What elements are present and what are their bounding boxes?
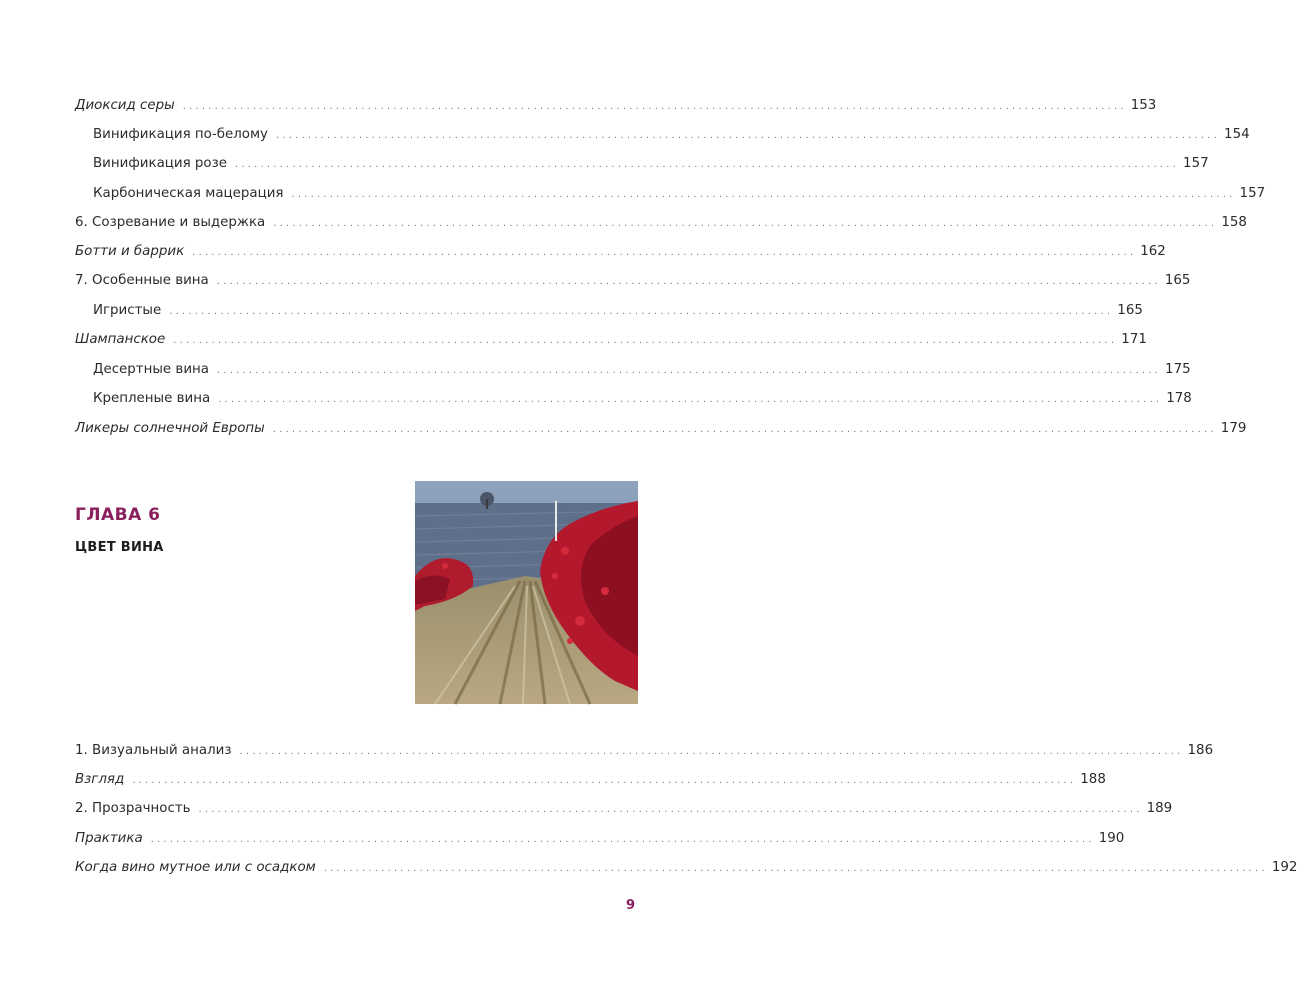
toc-entry-clarity[interactable] bbox=[75, 798, 1173, 820]
toc-entry-page: 158 bbox=[1221, 215, 1247, 230]
toc-leader-dots: .................................................................................................................................................... bbox=[192, 247, 1137, 258]
toc-leader-dots: .................................................................................................................................................... bbox=[323, 863, 1268, 874]
toc-entry-visual-analysis[interactable] bbox=[75, 740, 1214, 762]
toc-entry-sparkling[interactable] bbox=[93, 300, 1143, 322]
toc-entry-label: Винификация по-белому bbox=[93, 127, 268, 142]
toc-entry-botti-barrique[interactable] bbox=[75, 241, 1166, 263]
toc-entry-page: 188 bbox=[1080, 772, 1106, 787]
toc-entry-label: 6. Созревание и выдержка bbox=[75, 215, 266, 230]
toc-entry-label: Игристые bbox=[93, 303, 162, 318]
toc-leader-dots: .................................................................................................................................................... bbox=[169, 306, 1114, 317]
page-number: 9 bbox=[626, 898, 636, 913]
toc-leader-dots: .................................................................................................................................................... bbox=[239, 746, 1184, 757]
toc-leader-dots: .................................................................................................................................................... bbox=[132, 775, 1077, 786]
toc-entry-label: Карбоническая мацерация bbox=[93, 186, 284, 201]
toc-entry-page: 162 bbox=[1140, 244, 1166, 259]
toc-entry-white-vinification[interactable] bbox=[93, 124, 1250, 146]
toc-entry-page: 178 bbox=[1166, 391, 1192, 406]
toc-entry-page: 175 bbox=[1165, 362, 1191, 377]
toc-entry-label: 1. Визуальный анализ bbox=[75, 743, 232, 758]
toc-entry-page: 157 bbox=[1183, 156, 1209, 171]
toc-entry-page: 192 bbox=[1271, 860, 1297, 875]
chapter-title: ЦВЕТ ВИНА bbox=[75, 540, 164, 555]
toc-entry-label: Шампанское bbox=[75, 332, 166, 347]
toc-entry-label: Десертные вина bbox=[93, 362, 209, 377]
toc-leader-dots: .................................................................................................................................................... bbox=[218, 394, 1163, 405]
toc-entry-page: 179 bbox=[1220, 421, 1247, 436]
toc-entry-label: Винификация розе bbox=[93, 156, 227, 171]
chapter-number: ГЛАВА 6 bbox=[75, 505, 161, 525]
toc-leader-dots: .................................................................................................................................................... bbox=[173, 335, 1118, 346]
toc-entry-label: 2. Прозрачность bbox=[75, 801, 191, 816]
toc-entry-label: Когда вино мутное или с осадком bbox=[75, 860, 316, 875]
toc-entry-page: 157 bbox=[1239, 186, 1266, 201]
toc-entry-practice[interactable] bbox=[75, 828, 1125, 850]
toc-leader-dots: .................................................................................................................................................... bbox=[275, 130, 1221, 141]
toc-entry-champagne[interactable] bbox=[75, 329, 1147, 351]
vineyard-photo bbox=[415, 481, 638, 704]
toc-entry-page: 165 bbox=[1117, 303, 1143, 318]
toc-entry-label: Практика bbox=[75, 831, 143, 846]
toc-entry-label: Диоксид серы bbox=[75, 98, 175, 113]
toc-entry-sunny-europe-liqueurs[interactable] bbox=[75, 418, 1247, 440]
toc-entry-aging[interactable] bbox=[75, 212, 1247, 234]
toc-leader-dots: .................................................................................................................................................... bbox=[182, 101, 1127, 112]
toc-leader-dots: .................................................................................................................................................... bbox=[291, 189, 1236, 200]
toc-entry-page: 189 bbox=[1146, 801, 1173, 816]
toc-entry-page: 153 bbox=[1130, 98, 1157, 113]
toc-leader-dots: .................................................................................................................................................... bbox=[272, 424, 1217, 435]
toc-entry-page: 165 bbox=[1164, 273, 1191, 288]
toc-entry-cloudy-wine[interactable] bbox=[75, 857, 1297, 879]
toc-entry-special-wines[interactable] bbox=[75, 270, 1191, 292]
toc-entry-dessert-wines[interactable] bbox=[93, 359, 1191, 381]
toc-entry-label: Ботти и баррик bbox=[75, 244, 185, 259]
toc-leader-dots: .................................................................................................................................................... bbox=[273, 218, 1218, 229]
toc-entry-label: Крепленые вина bbox=[93, 391, 211, 406]
toc-entry-label: 7. Особенные вина bbox=[75, 273, 209, 288]
toc-entry-label: Взгляд bbox=[75, 772, 125, 787]
toc-entry-glance[interactable] bbox=[75, 769, 1106, 791]
toc-entry-label: Ликеры солнечной Европы bbox=[75, 421, 265, 436]
toc-entry-rose-vinification[interactable] bbox=[93, 153, 1209, 175]
toc-leader-dots: .................................................................................................................................................... bbox=[216, 276, 1161, 287]
toc-entry-page: 154 bbox=[1224, 127, 1250, 142]
toc-entry-page: 171 bbox=[1121, 332, 1147, 347]
toc-leader-dots: .................................................................................................................................................... bbox=[216, 365, 1162, 376]
toc-leader-dots: .................................................................................................................................................... bbox=[150, 834, 1095, 845]
toc-leader-dots: .................................................................................................................................................... bbox=[198, 804, 1143, 815]
toc-leader-dots: .................................................................................................................................................... bbox=[234, 159, 1180, 170]
toc-entry-page: 186 bbox=[1187, 743, 1214, 758]
toc-entry-carbonic-maceration[interactable] bbox=[93, 183, 1266, 205]
toc-entry-sulfur-dioxide[interactable] bbox=[75, 95, 1157, 117]
toc-entry-page: 190 bbox=[1098, 831, 1125, 846]
toc-entry-fortified-wines[interactable] bbox=[93, 388, 1192, 410]
